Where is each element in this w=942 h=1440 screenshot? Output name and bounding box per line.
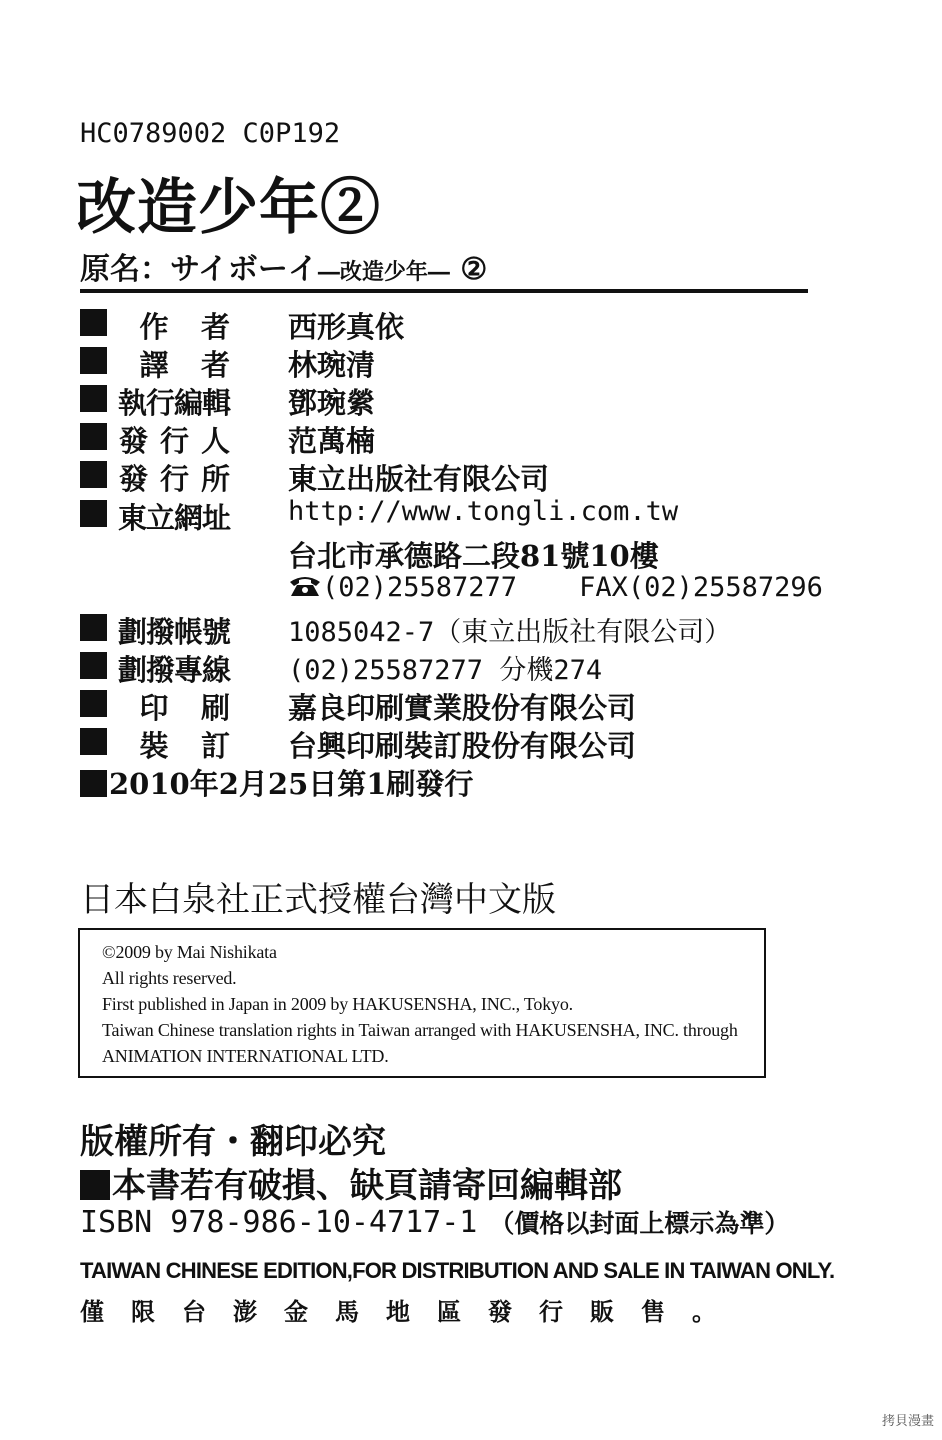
credit-label: 發 行 所	[80, 457, 230, 498]
credit-value: 范萬楠	[288, 424, 376, 458]
copyright-line: ©2009 by Mai Nishikata	[102, 942, 277, 962]
isbn-note: （價格以封面上標示為準）	[489, 1209, 790, 1238]
damage-notice: 本書若有破損、缺頁請寄回編輯部	[80, 1158, 622, 1207]
distribution-notice: 僅限台澎金馬地區發行販售。	[80, 1297, 743, 1326]
bullet-square-icon	[80, 500, 107, 527]
credit-value: 西形真依	[288, 310, 405, 344]
credit-label: 譯 者	[80, 343, 230, 384]
credit-label: 裝 訂	[80, 724, 230, 765]
bullet-square-icon	[80, 309, 107, 336]
website-url: http://www.tongli.com.tw	[288, 496, 679, 527]
bullet-square-icon	[80, 770, 107, 797]
credit-label: 印 刷	[80, 686, 230, 727]
phone-number: (02)25587277	[322, 572, 518, 603]
credit-label: 劃撥帳號	[80, 610, 230, 651]
original-title-subtitle: ―改造少年―	[317, 259, 450, 285]
print-date: 2010年2月25日第1刷發行	[109, 767, 474, 801]
telephone-icon	[288, 574, 322, 598]
bullet-square-icon	[80, 385, 107, 412]
fax-number: FAX(02)25587296	[579, 572, 823, 603]
print-date-row	[80, 762, 474, 801]
contact-numbers	[288, 572, 823, 603]
credit-label: 發 行 人	[80, 419, 230, 460]
bullet-square-icon	[80, 652, 107, 679]
bullet-square-icon	[80, 461, 107, 488]
isbn-number: ISBN 978-986-10-4717-1	[80, 1205, 478, 1240]
bullet-square-icon	[80, 1170, 110, 1200]
credit-value: (02)25587277 分機274	[288, 655, 603, 686]
credit-value: 台興印刷裝訂股份有限公司	[288, 729, 637, 763]
credit-value: 林琬清	[288, 348, 376, 382]
edition-statement: TAIWAN CHINESE EDITION,FOR DISTRIBUTION AND SALE IN TAIWAN ONLY.	[80, 1258, 835, 1283]
original-title	[80, 244, 487, 288]
credit-label: 劃撥專線	[80, 648, 230, 689]
original-title-volume: ②	[449, 252, 488, 287]
book-title: 改造少年②	[76, 173, 381, 243]
rights-reserved: 版權所有・翻印必究	[80, 1122, 386, 1162]
original-title-prefix: 原名：サイボーイ	[80, 252, 318, 287]
bullet-square-icon	[80, 690, 107, 717]
credit-value: 東立出版社有限公司	[288, 462, 550, 496]
license-statement: 日本白泉社正式授權台灣中文版	[80, 880, 556, 920]
copyright-line: ANIMATION INTERNATIONAL LTD.	[102, 1046, 389, 1066]
bullet-square-icon	[80, 728, 107, 755]
credit-value: 嘉良印刷實業股份有限公司	[288, 691, 637, 725]
copyright-line: Taiwan Chinese translation rights in Taiwan arranged with HAKUSENSHA, INC. through	[102, 1020, 738, 1040]
address: 台北市承德路二段81號10樓	[288, 539, 659, 573]
credit-label: 東立網址	[80, 496, 230, 537]
isbn	[80, 1204, 789, 1240]
credit-value: 1085042-7（東立出版社有限公司）	[288, 617, 732, 648]
divider-rule	[80, 289, 808, 293]
bullet-square-icon	[80, 423, 107, 450]
product-code: HC0789002 C0P192	[80, 118, 341, 149]
copyright-line: First published in Japan in 2009 by HAKUSENSHA, INC., Tokyo.	[102, 994, 573, 1014]
credit-label: 執行編輯	[80, 381, 230, 422]
bullet-square-icon	[80, 614, 107, 641]
credit-value: 鄧琬縈	[288, 386, 376, 420]
credit-label: 作 者	[80, 305, 230, 346]
watermark: 拷貝漫畫	[881, 1414, 934, 1429]
copyright-line: All rights reserved.	[102, 968, 237, 988]
copyright-box	[78, 928, 766, 1078]
bullet-square-icon	[80, 347, 107, 374]
